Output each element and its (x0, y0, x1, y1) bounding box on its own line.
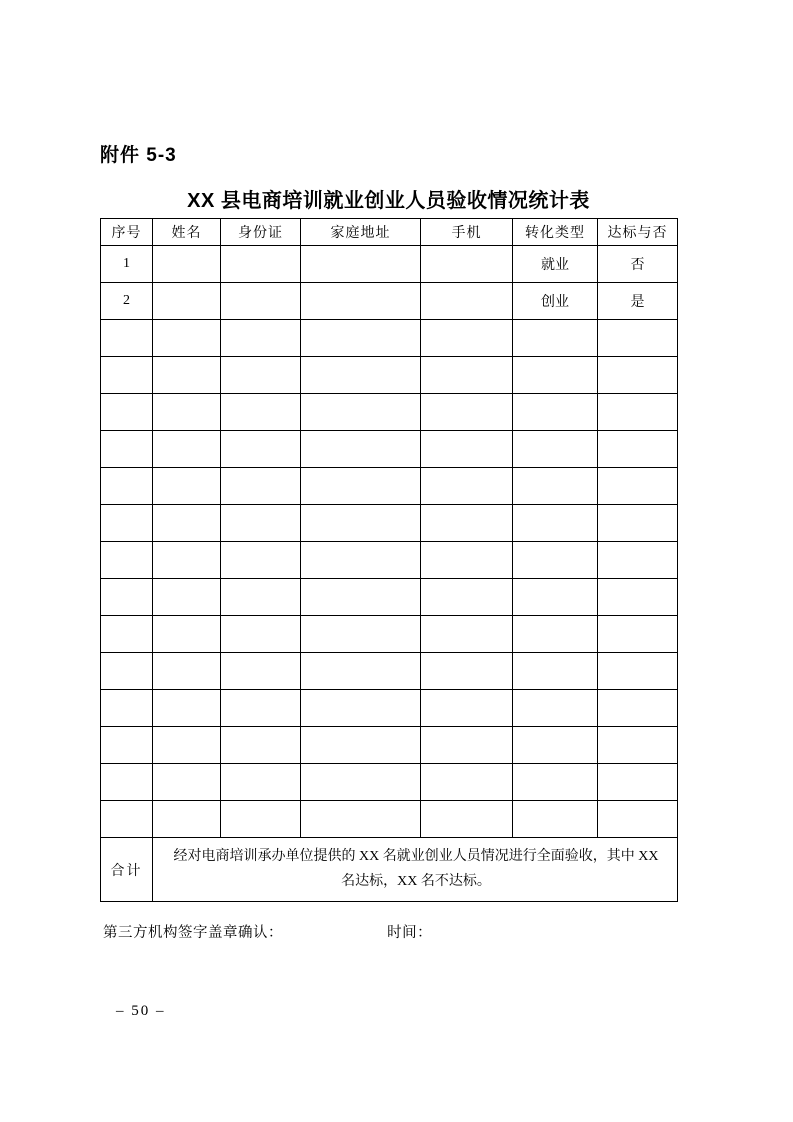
table-cell (301, 616, 421, 653)
table-cell (513, 394, 598, 431)
table-cell (221, 283, 301, 320)
table-row (101, 505, 678, 542)
table-cell (301, 690, 421, 727)
table-cell (101, 542, 153, 579)
table-cell (421, 468, 513, 505)
table-cell (221, 468, 301, 505)
table-row (101, 801, 678, 838)
table-cell (301, 579, 421, 616)
table-row (101, 431, 678, 468)
table-cell (221, 505, 301, 542)
table-cell (513, 505, 598, 542)
table-body (101, 246, 678, 838)
table-cell (513, 431, 598, 468)
table-cell (598, 579, 678, 616)
signature-confirm-label: 第三方机构签字盖章确认： (103, 925, 283, 941)
table-cell (153, 653, 221, 690)
table-cell (221, 653, 301, 690)
table-cell (421, 579, 513, 616)
column-header-mobile: 手机 (421, 219, 513, 246)
table-cell (101, 357, 153, 394)
table-cell (301, 357, 421, 394)
table-row (101, 616, 678, 653)
table-cell (421, 431, 513, 468)
table-cell (101, 579, 153, 616)
table-cell: 2 (101, 283, 153, 320)
table-cell (153, 579, 221, 616)
table-cell (513, 357, 598, 394)
table-cell (301, 394, 421, 431)
column-header-id-card: 身份证 (221, 219, 301, 246)
table-cell (221, 579, 301, 616)
table-cell (101, 727, 153, 764)
table-cell (421, 764, 513, 801)
table-cell (153, 431, 221, 468)
table-cell: 1 (101, 246, 153, 283)
table-row (101, 357, 678, 394)
table-cell (153, 357, 221, 394)
table-cell (101, 468, 153, 505)
table-cell (513, 616, 598, 653)
page-number: – 50 – (116, 1003, 166, 1019)
table-row (101, 579, 678, 616)
table-cell (101, 320, 153, 357)
table-cell (301, 764, 421, 801)
column-header-no: 序号 (101, 219, 153, 246)
table-cell (221, 727, 301, 764)
table-cell (221, 357, 301, 394)
table-cell (153, 764, 221, 801)
table-row (101, 653, 678, 690)
table-cell (421, 394, 513, 431)
table-cell (301, 320, 421, 357)
table-cell (221, 542, 301, 579)
column-header-conversion-type: 转化类型 (513, 219, 598, 246)
table-cell (101, 616, 153, 653)
table-cell (101, 690, 153, 727)
table-cell (101, 801, 153, 838)
total-label: 合计 (101, 838, 153, 902)
table-cell (598, 542, 678, 579)
table-cell: 创业 (513, 283, 598, 320)
table-cell (101, 431, 153, 468)
table-cell (598, 468, 678, 505)
table-row (101, 542, 678, 579)
table-cell (153, 542, 221, 579)
table-cell (421, 653, 513, 690)
table-row (101, 727, 678, 764)
table-cell (421, 505, 513, 542)
table-cell (153, 801, 221, 838)
table-cell (153, 616, 221, 653)
table-cell (513, 468, 598, 505)
table-cell (598, 801, 678, 838)
table-row (101, 764, 678, 801)
table-cell (301, 246, 421, 283)
table-cell (598, 320, 678, 357)
table-cell (153, 505, 221, 542)
table-cell (598, 653, 678, 690)
table-cell (221, 246, 301, 283)
table-cell (221, 616, 301, 653)
statistics-table (100, 218, 678, 902)
table-cell (421, 727, 513, 764)
table-cell (513, 690, 598, 727)
table-cell (421, 616, 513, 653)
table-cell (153, 246, 221, 283)
column-header-name: 姓名 (153, 219, 221, 246)
table-cell (301, 542, 421, 579)
table-cell (598, 690, 678, 727)
table-cell (513, 579, 598, 616)
table-cell (421, 801, 513, 838)
table-cell (101, 394, 153, 431)
table-cell (598, 616, 678, 653)
table-cell (221, 690, 301, 727)
table-cell (221, 801, 301, 838)
table-cell (153, 320, 221, 357)
table-cell (221, 764, 301, 801)
table-row (101, 690, 678, 727)
table-cell (513, 801, 598, 838)
table-cell (513, 320, 598, 357)
table-cell (421, 246, 513, 283)
table-cell (101, 505, 153, 542)
signature-line (103, 921, 432, 942)
table-cell (513, 764, 598, 801)
table-cell (598, 394, 678, 431)
table-cell (598, 727, 678, 764)
page-title: XX 县电商培训就业创业人员验收情况统计表 (187, 190, 590, 212)
table-cell: 是 (598, 283, 678, 320)
total-summary-text: 经对电商培训承办单位提供的 XX 名就业创业人员情况进行全面验收，其中 XX 名达标，XX 名不达标。 (153, 838, 678, 902)
column-header-home-address: 家庭地址 (301, 219, 421, 246)
table-row (101, 394, 678, 431)
total-row (101, 838, 678, 902)
table-cell (598, 764, 678, 801)
table-cell (301, 431, 421, 468)
table-cell (301, 653, 421, 690)
table-cell (513, 727, 598, 764)
table-cell (153, 468, 221, 505)
column-header-qualified: 达标与否 (598, 219, 678, 246)
table-cell (221, 394, 301, 431)
table-cell (421, 283, 513, 320)
table-cell (153, 283, 221, 320)
table-cell (221, 320, 301, 357)
table-cell (101, 764, 153, 801)
table-header-row (101, 219, 678, 246)
table-cell (221, 431, 301, 468)
table-cell (301, 727, 421, 764)
table-cell (513, 653, 598, 690)
table-row (101, 468, 678, 505)
table-cell (598, 357, 678, 394)
time-label: 时间： (387, 925, 433, 941)
table-cell (301, 801, 421, 838)
table-cell (421, 357, 513, 394)
table-cell (301, 468, 421, 505)
table-row (101, 246, 678, 283)
attachment-label: 附件 5-3 (100, 145, 177, 166)
table-cell (101, 653, 153, 690)
table-row (101, 283, 678, 320)
table-cell: 否 (598, 246, 678, 283)
table-cell (598, 431, 678, 468)
table-cell: 就业 (513, 246, 598, 283)
table-cell (598, 505, 678, 542)
table-row (101, 320, 678, 357)
table-cell (513, 542, 598, 579)
table-cell (153, 727, 221, 764)
table-cell (153, 690, 221, 727)
table-cell (421, 542, 513, 579)
table-cell (301, 505, 421, 542)
table-cell (421, 690, 513, 727)
table-cell (301, 283, 421, 320)
table-cell (153, 394, 221, 431)
table-cell (421, 320, 513, 357)
